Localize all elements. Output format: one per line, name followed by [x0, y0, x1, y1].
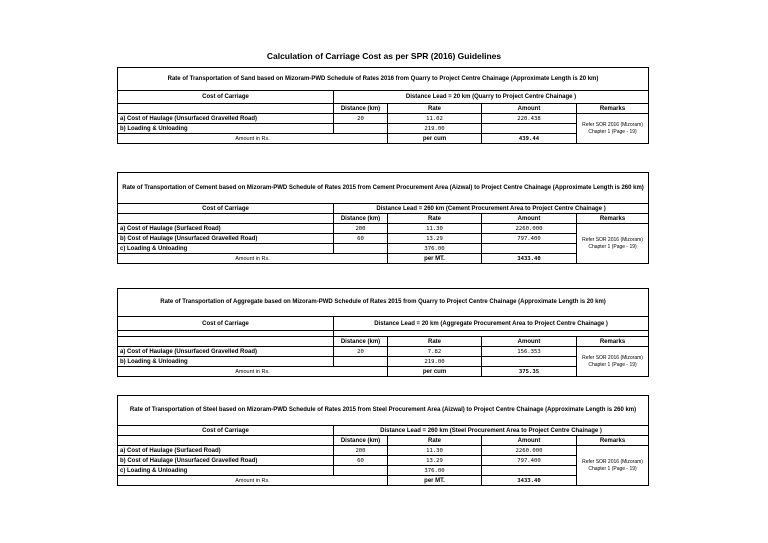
header-cost-of-carriage: Cost of Carriage [118, 204, 334, 214]
table-row [118, 224, 649, 234]
unit-label: per MT. [388, 254, 482, 264]
total-row [118, 367, 649, 377]
header-remarks: Remarks [577, 337, 649, 347]
table-row [118, 347, 649, 357]
remarks-cell: Refer SOR 2016 (Mizoram) Chapter 1 (Page - 19) [577, 347, 649, 377]
row-label: b) Loading & Unloading [118, 357, 334, 367]
remarks-cell: Refer SOR 2016 (Mizoram) Chapter 1 (Page - 19) [577, 446, 649, 486]
amount-in-rs-label: Amount in Rs. [118, 367, 388, 377]
table-heading: Rate of Transportation of Aggregate based on Mizoram-PWD Schedule of Rates 2015 from Quarry to Project Centre Chainage (Approximate Length is 20 km) [118, 289, 649, 317]
distance-lead: Distance Lead = 20 km (Aggregate Procurement Area to Project Centre Chainage ) [334, 317, 649, 331]
row-rate: 11.30 [388, 446, 482, 456]
aggregate-table [117, 288, 649, 377]
header-rate: Rate [388, 214, 482, 224]
table-row [118, 466, 649, 476]
row-amount [482, 124, 577, 134]
row-distance [334, 357, 388, 367]
table-heading: Rate of Transportation of Sand based on Mizoram-PWD Schedule of Rates 2016 from Quarry to Project Centre Chainage (Approximate Length is 20 km) [118, 68, 649, 91]
row-label: a) Cost of Haulage (Surfaced Road) [118, 224, 334, 234]
total-row [118, 476, 649, 486]
total-amount: 3433.40 [482, 254, 577, 264]
table-row [118, 357, 649, 367]
header-cost-of-carriage: Cost of Carriage [118, 317, 334, 331]
amount-in-rs-label: Amount in Rs. [118, 134, 388, 144]
row-rate: 376.00 [388, 466, 482, 476]
header-remarks: Remarks [577, 214, 649, 224]
row-amount: 2260.000 [482, 446, 577, 456]
header-amount: Amount [482, 104, 577, 114]
row-distance [334, 124, 388, 134]
row-amount [482, 466, 577, 476]
blank-cell [118, 214, 334, 224]
header-cost-of-carriage: Cost of Carriage [118, 426, 334, 436]
row-label: a) Cost of Haulage (Unsurfaced Gravelled Road) [118, 114, 334, 124]
row-label: a) Cost of Haulage (Surfaced Road) [118, 446, 334, 456]
row-distance: 200 [334, 446, 388, 456]
row-rate: 219.00 [388, 357, 482, 367]
header-remarks: Remarks [577, 436, 649, 446]
row-amount: 797.400 [482, 234, 577, 244]
sand-table [117, 67, 649, 144]
row-label: c) Loading & Unloading [118, 466, 334, 476]
row-amount: 797.400 [482, 456, 577, 466]
row-amount: 2260.000 [482, 224, 577, 234]
table-row [118, 456, 649, 466]
header-distance: Distance (km) [334, 104, 388, 114]
table-heading: Rate of Transportation of Cement based on Mizoram-PWD Schedule of Rates 2015 from Cement Procurement Area (Aizwal) to Project Centre Chainage (Approximate Length is 260 km) [118, 173, 649, 204]
row-rate: 13.29 [388, 456, 482, 466]
row-amount: 220.438 [482, 114, 577, 124]
header-amount: Amount [482, 337, 577, 347]
header-distance: Distance (km) [334, 214, 388, 224]
row-distance: 60 [334, 234, 388, 244]
cement-table [117, 172, 649, 264]
row-label: b) Cost of Haulage (Unsurfaced Gravelled Road) [118, 234, 334, 244]
distance-lead: Distance Lead = 260 km (Cement Procurement Area to Project Centre Chainage ) [334, 204, 649, 214]
blank-cell [118, 337, 334, 347]
header-rate: Rate [388, 436, 482, 446]
header-cost-of-carriage: Cost of Carriage [118, 91, 334, 104]
remarks-cell: Refer SOR 2016 (Mizoram) Chapter 1 (Page - 19) [577, 224, 649, 264]
row-rate: 7.82 [388, 347, 482, 357]
total-amount: 439.44 [482, 134, 577, 144]
total-row [118, 134, 649, 144]
blank-cell [118, 436, 334, 446]
row-label: b) Cost of Haulage (Unsurfaced Gravelled Road) [118, 456, 334, 466]
row-rate: 11.30 [388, 224, 482, 234]
remarks-cell: Refer SOR 2016 (Mizoram) Chapter 1 (Page - 19) [577, 114, 649, 144]
amount-in-rs-label: Amount in Rs. [118, 254, 388, 264]
row-distance [334, 466, 388, 476]
row-rate: 11.02 [388, 114, 482, 124]
row-distance [334, 244, 388, 254]
total-row [118, 254, 649, 264]
header-distance: Distance (km) [334, 436, 388, 446]
total-amount: 3433.40 [482, 476, 577, 486]
header-rate: Rate [388, 104, 482, 114]
row-amount [482, 357, 577, 367]
document-title: Calculation of Carriage Cost as per SPR (2016) Guidelines [266, 51, 502, 61]
blank-cell [118, 104, 334, 114]
steel-table [117, 395, 649, 486]
table-row [118, 124, 649, 134]
row-amount [482, 244, 577, 254]
distance-lead: Distance Lead = 20 km (Quarry to Project Centre Chainage ) [334, 91, 649, 104]
table-row [118, 234, 649, 244]
header-amount: Amount [482, 436, 577, 446]
distance-lead: Distance Lead = 260 km (Steel Procurement Area to Project Centre Chainage ) [334, 426, 649, 436]
header-distance: Distance (km) [334, 337, 388, 347]
row-rate: 376.00 [388, 244, 482, 254]
row-distance: 20 [334, 114, 388, 124]
row-label: b) Loading & Unloading [118, 124, 334, 134]
row-rate: 219.00 [388, 124, 482, 134]
header-rate: Rate [388, 337, 482, 347]
row-distance: 60 [334, 456, 388, 466]
row-distance: 20 [334, 347, 388, 357]
table-heading: Rate of Transportation of Steel based on Mizoram-PWD Schedule of Rates 2015 from Steel Procurement Area (Aizwal) to Project Centre Chainage (Approximate Length is 260 km) [118, 396, 649, 426]
table-row [118, 244, 649, 254]
row-label: c) Loading & Unloading [118, 244, 334, 254]
header-remarks: Remarks [577, 104, 649, 114]
total-amount: 375.35 [482, 367, 577, 377]
row-amount: 156.353 [482, 347, 577, 357]
unit-label: per MT. [388, 476, 482, 486]
amount-in-rs-label: Amount in Rs. [118, 476, 388, 486]
table-row [118, 114, 649, 124]
row-distance: 200 [334, 224, 388, 234]
table-row [118, 446, 649, 456]
unit-label: per cum [388, 134, 482, 144]
header-amount: Amount [482, 214, 577, 224]
row-rate: 13.29 [388, 234, 482, 244]
row-label: a) Cost of Haulage (Unsurfaced Gravelled Road) [118, 347, 334, 357]
unit-label: per cum [388, 367, 482, 377]
